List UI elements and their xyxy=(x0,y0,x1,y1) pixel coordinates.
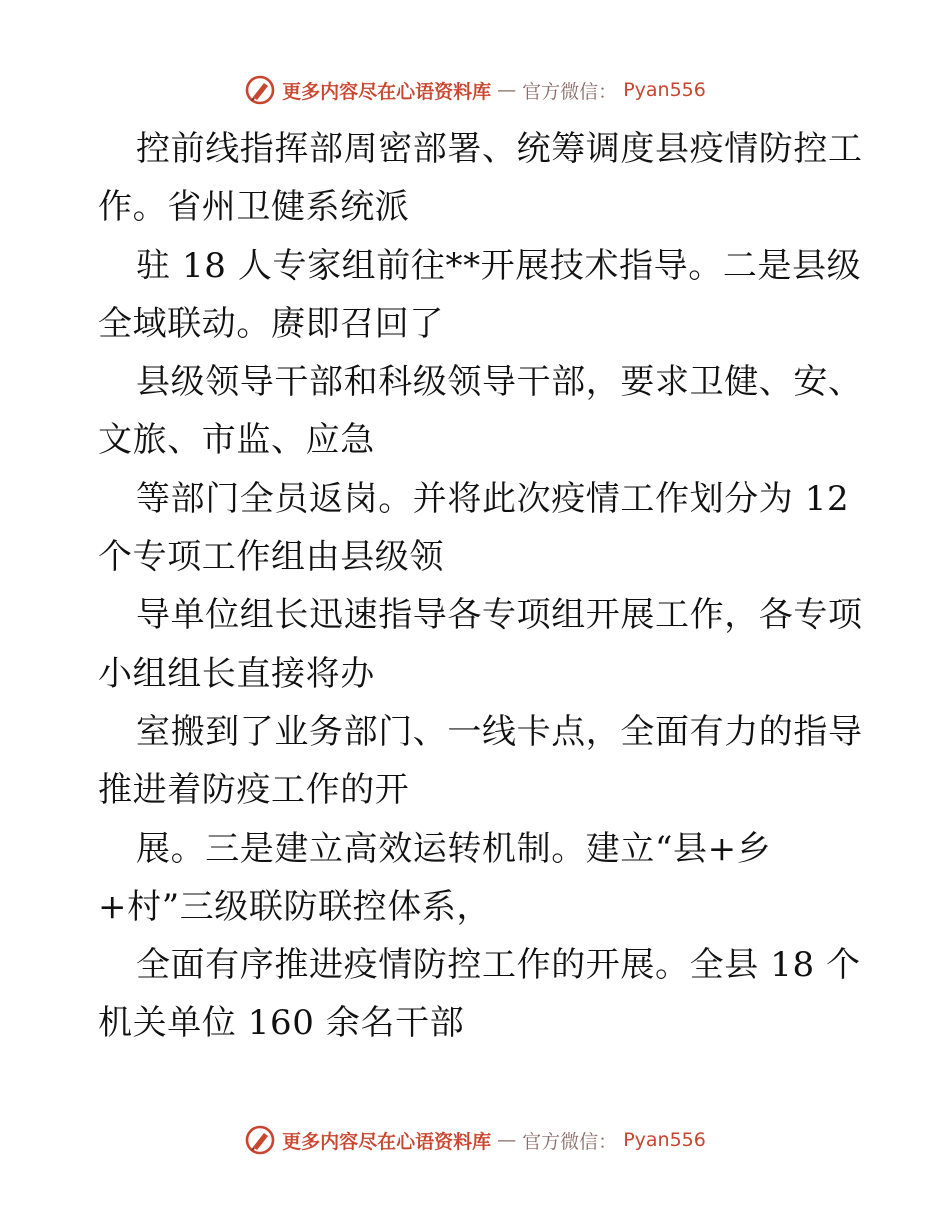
document-body xyxy=(98,120,863,1053)
body-line-10: 小组组长直接将办 xyxy=(98,653,375,694)
body-line-7: 等部门全员返岗。并将此次疫情工作划分为 12 xyxy=(136,478,850,519)
header-banner-id: Pyan556 xyxy=(623,79,706,101)
body-line-12: 推进着防疫工作的开 xyxy=(98,770,410,811)
body-line-1: 控前线指挥部周密部署、统筹调度县疫情防控工 xyxy=(136,129,863,169)
footer-banner-official: 官方微信： xyxy=(522,1130,618,1153)
footer-banner-main: 更多内容尽在心语资料库 xyxy=(282,1130,492,1153)
header-banner-official: 官方微信： xyxy=(522,80,618,103)
footer-banner-id: Pyan556 xyxy=(623,1129,706,1151)
pen-logo-icon xyxy=(244,1124,276,1156)
body-line-6: 文旅、市监、应急 xyxy=(98,420,375,461)
header-banner-dash: — xyxy=(497,79,517,101)
body-line-4: 全域联动。赓即召回了 xyxy=(98,303,444,344)
header-banner xyxy=(0,72,950,108)
header-banner-main: 更多内容尽在心语资料库 xyxy=(282,80,492,103)
body-line-11: 室搬到了业务部门、一线卡点，全面有力的指导 xyxy=(136,711,863,752)
pen-logo-icon xyxy=(244,74,276,106)
body-line-14: +村”三级联防联控体系， xyxy=(98,886,492,927)
body-line-2: 作。省州卫健系统派 xyxy=(98,187,410,228)
body-line-5: 县级领导干部和科级领导干部，要求卫健、安、 xyxy=(136,362,863,403)
body-line-3: 驻 18 人专家组前往**开展技术指导。二是县级 xyxy=(136,245,862,286)
body-line-13: 展。三是建立高效运转机制。建立“县+乡 xyxy=(136,828,772,869)
body-line-9: 导单位组长迅速指导各专项组开展工作，各专项 xyxy=(136,595,863,636)
body-line-16: 机关单位 160 余名干部 xyxy=(98,1003,465,1044)
footer-banner-dash: — xyxy=(497,1129,517,1151)
body-line-15: 全面有序推进疫情防控工作的开展。全县 18 个 xyxy=(136,945,861,986)
footer-banner xyxy=(0,1122,950,1158)
body-line-8: 个专项工作组由县级领 xyxy=(98,537,444,578)
